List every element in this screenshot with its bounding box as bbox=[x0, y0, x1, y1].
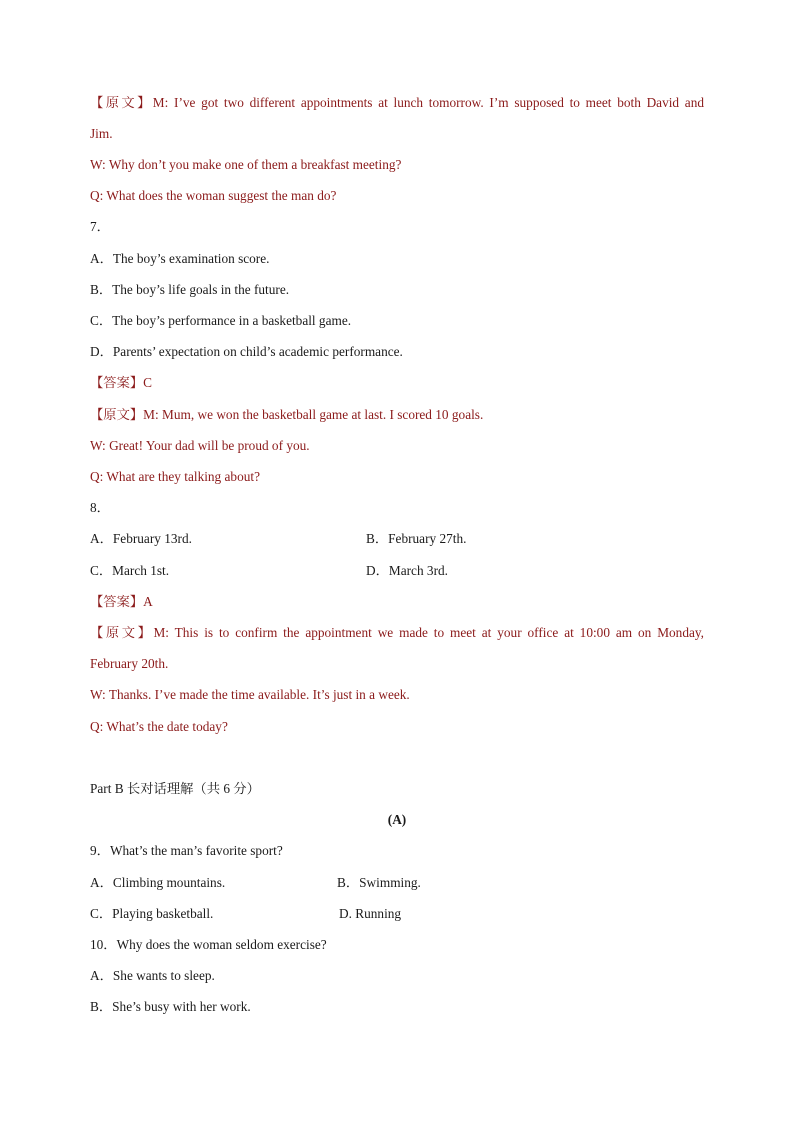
option-c: C．The boy’s performance in a basketball game. bbox=[90, 313, 352, 328]
question-line: 10．Why does the woman seldom exercise? bbox=[90, 937, 327, 952]
question-line: Q: What are they talking about? bbox=[90, 469, 260, 484]
section-label: (A) bbox=[387, 812, 407, 827]
transcript-line: 【原文】M: I’ve got two different appointments at lunch tomorrow. I’m supposed to meet both David and bbox=[90, 95, 704, 110]
option-c: C．Playing basketball. bbox=[90, 906, 214, 921]
option-d: D．Parents’ expectation on child’s academic performance. bbox=[90, 344, 403, 359]
question-number: 7． bbox=[90, 219, 110, 234]
question-line: Q: What does the woman suggest the man do? bbox=[90, 188, 337, 203]
transcript-line: February 20th. bbox=[90, 656, 169, 671]
option-a: A．February 13rd. bbox=[90, 531, 192, 546]
option-a: A．The boy’s examination score. bbox=[90, 251, 270, 266]
option-b: B．Swimming. bbox=[337, 875, 421, 890]
answer-line: 【答案】C bbox=[90, 375, 153, 390]
answer-line: 【答案】A bbox=[90, 594, 153, 609]
dialogue-line: W: Thanks. I’ve made the time available. It’s just in a week. bbox=[90, 687, 410, 702]
option-b: B．The boy’s life goals in the future. bbox=[90, 282, 290, 297]
question-line: 9．What’s the man’s favorite sport? bbox=[90, 843, 283, 858]
dialogue-line: W: Why don’t you make one of them a breakfast meeting? bbox=[90, 157, 402, 172]
transcript-line: Jim. bbox=[90, 126, 113, 141]
question-line: Q: What’s the date today? bbox=[90, 719, 228, 734]
option-b: B．She’s busy with her work. bbox=[90, 999, 251, 1014]
option-c: C．March 1st. bbox=[90, 563, 170, 578]
question-number: 8． bbox=[90, 500, 110, 515]
option-b: B．February 27th. bbox=[366, 531, 467, 546]
option-d: D. Running bbox=[339, 906, 402, 921]
section-heading: Part B 长对话理解（共 6 分） bbox=[90, 781, 260, 796]
transcript-line: 【原文】M: This is to confirm the appointment we made to meet at your office at 10:00 am on Monday, bbox=[90, 625, 704, 640]
option-d: D．March 3rd. bbox=[366, 563, 448, 578]
dialogue-line: W: Great! Your dad will be proud of you. bbox=[90, 438, 310, 453]
transcript-line: 【原文】M: Mum, we won the basketball game at last. I scored 10 goals. bbox=[90, 407, 484, 422]
option-a: A．Climbing mountains. bbox=[90, 875, 226, 890]
option-a: A．She wants to sleep. bbox=[90, 968, 215, 983]
